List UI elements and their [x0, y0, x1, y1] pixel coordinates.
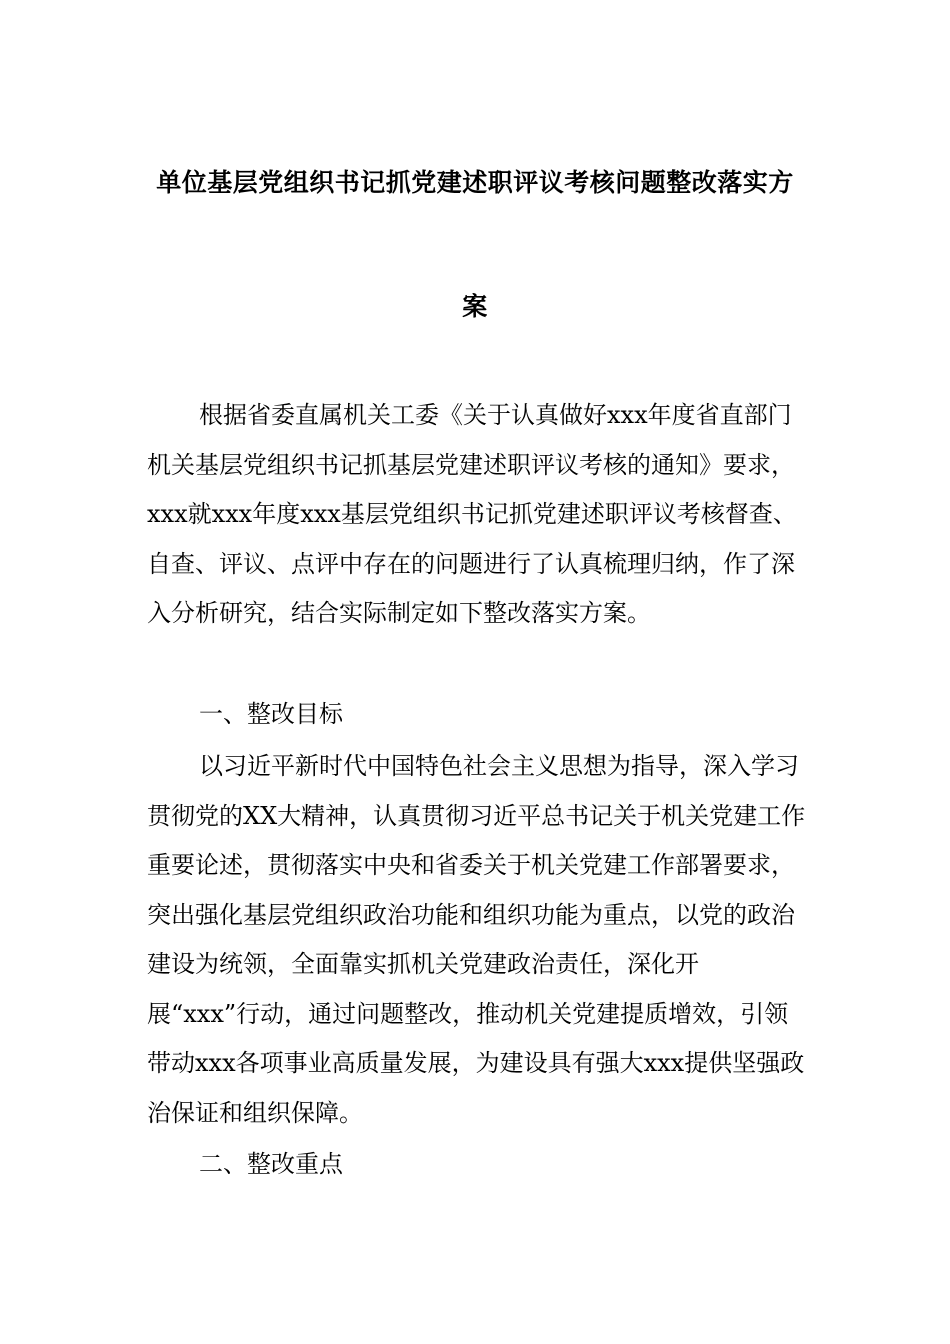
section-heading-goals: 一、整改目标	[199, 700, 343, 728]
section-heading-focus: 二、整改重点	[199, 1150, 343, 1178]
document-title-line-2: 案	[462, 292, 488, 321]
document-title-line-1: 单位基层党组织书记抓党建述职评议考核问题整改落实方	[156, 168, 794, 197]
goals-paragraph: 以习近平新时代中国特色社会主义思想为指导，深入学习贯彻党的XX大精神，认真贯彻习近平总书记关于机关党建工作重要论述，贯彻落实中央和省委关于机关党建工作部署要求，突出强化基层党组织政治功能和组织功能为重点，以党的政治建设为统领，全面靠实抓机关党建政治责任，深化开展“xxx”行动，通过问题整改，推动机关党建提质增效，引领带动xxx各项事业高质量发展，为建设具有强大xxx提供坚强政治保证和组织保障。	[147, 752, 806, 1127]
intro-paragraph: 根据省委直属机关工委《关于认真做好xxx年度省直部门机关基层党组织书记抓基层党建述职评议考核的通知》要求，xxx就xxx年度xxx基层党组织书记抓党建述职评议考核督查、自查、评议、点评中存在的问题进行了认真梳理归纳，作了深入分析研究，结合实际制定如下整改落实方案。	[147, 401, 797, 627]
